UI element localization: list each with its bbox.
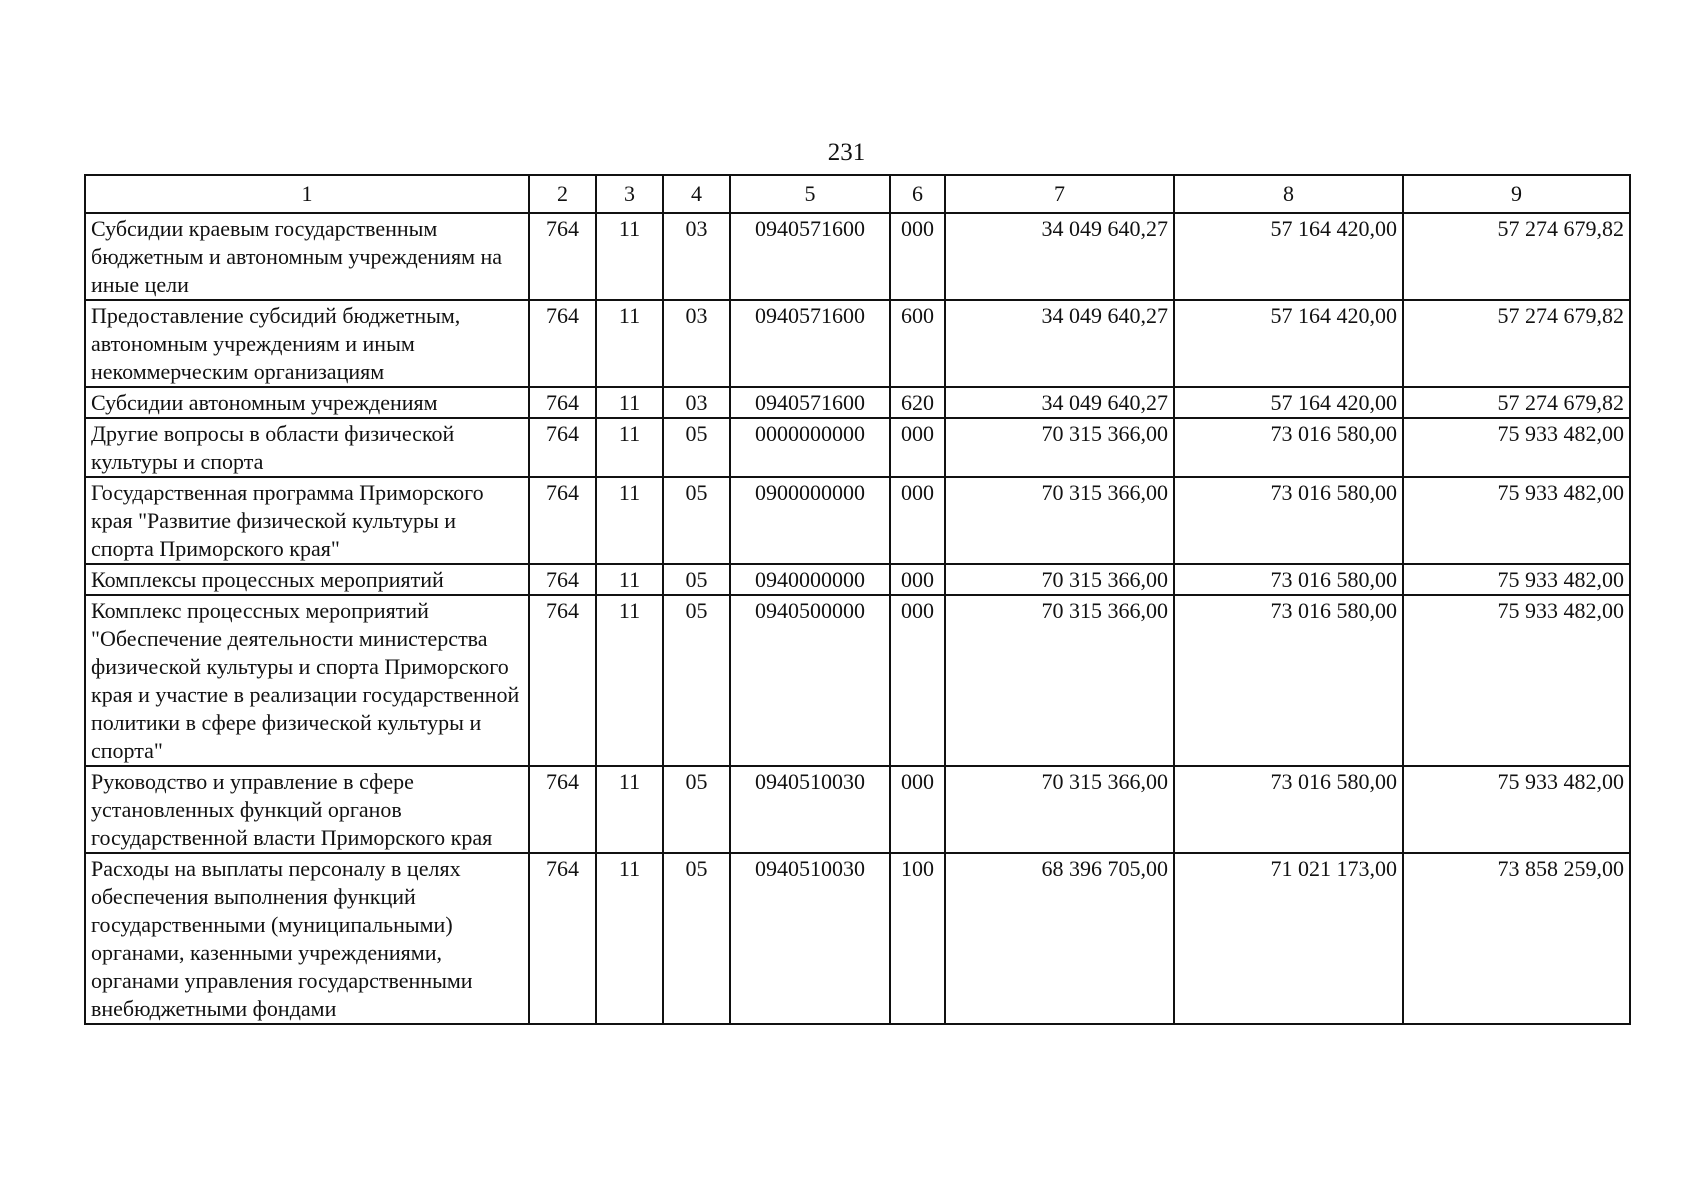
table-row: [85, 418, 1630, 477]
expense-type-code: 000: [890, 477, 945, 564]
column-header: 4: [663, 175, 730, 213]
expense-type-code: 000: [890, 418, 945, 477]
row-name: Предоставление субсидий бюджетным, автономным учреждениям и иным некоммерческим организациям: [85, 300, 529, 387]
row-name: Государственная программа Приморского края "Развитие физической культуры и спорта Приморского края": [85, 477, 529, 564]
amount-col9: 57 274 679,82: [1403, 300, 1630, 387]
target-article-code: 0940571600: [730, 213, 890, 300]
subsection-code: 05: [663, 564, 730, 595]
expense-type-code: 000: [890, 564, 945, 595]
amount-col7: 34 049 640,27: [945, 300, 1174, 387]
expense-type-code: 620: [890, 387, 945, 418]
amount-col9: 75 933 482,00: [1403, 477, 1630, 564]
amount-col9: 57 274 679,82: [1403, 387, 1630, 418]
column-header: 5: [730, 175, 890, 213]
amount-col7: 34 049 640,27: [945, 213, 1174, 300]
amount-col9: 75 933 482,00: [1403, 418, 1630, 477]
subsection-code: 05: [663, 595, 730, 766]
section-code: 11: [596, 300, 663, 387]
chapter-code: 764: [529, 387, 596, 418]
chapter-code: 764: [529, 477, 596, 564]
column-header: 8: [1174, 175, 1403, 213]
table-row: [85, 595, 1630, 766]
table-row: [85, 564, 1630, 595]
subsection-code: 03: [663, 300, 730, 387]
chapter-code: 764: [529, 766, 596, 853]
subsection-code: 03: [663, 387, 730, 418]
section-code: 11: [596, 387, 663, 418]
amount-col8: 71 021 173,00: [1174, 853, 1403, 1024]
amount-col8: 57 164 420,00: [1174, 213, 1403, 300]
chapter-code: 764: [529, 300, 596, 387]
target-article-code: 0940510030: [730, 853, 890, 1024]
target-article-code: 0940571600: [730, 387, 890, 418]
amount-col9: 75 933 482,00: [1403, 564, 1630, 595]
amount-col9: 75 933 482,00: [1403, 595, 1630, 766]
target-article-code: 0000000000: [730, 418, 890, 477]
section-code: 11: [596, 213, 663, 300]
chapter-code: 764: [529, 213, 596, 300]
target-article-code: 0940510030: [730, 766, 890, 853]
target-article-code: 0940500000: [730, 595, 890, 766]
row-name: Субсидии краевым государственным бюджетным и автономным учреждениям на иные цели: [85, 213, 529, 300]
amount-col7: 34 049 640,27: [945, 387, 1174, 418]
table-row: [85, 766, 1630, 853]
amount-col8: 73 016 580,00: [1174, 595, 1403, 766]
budget-table: [84, 174, 1631, 1025]
subsection-code: 05: [663, 418, 730, 477]
target-article-code: 0940571600: [730, 300, 890, 387]
row-name: Руководство и управление в сфере установленных функций органов государственной власти Приморского края: [85, 766, 529, 853]
chapter-code: 764: [529, 418, 596, 477]
amount-col7: 70 315 366,00: [945, 477, 1174, 564]
expense-type-code: 100: [890, 853, 945, 1024]
amount-col8: 57 164 420,00: [1174, 300, 1403, 387]
amount-col8: 73 016 580,00: [1174, 564, 1403, 595]
subsection-code: 05: [663, 477, 730, 564]
amount-col9: 57 274 679,82: [1403, 213, 1630, 300]
expense-type-code: 600: [890, 300, 945, 387]
target-article-code: 0900000000: [730, 477, 890, 564]
column-header: 6: [890, 175, 945, 213]
amount-col8: 57 164 420,00: [1174, 387, 1403, 418]
column-header: 1: [85, 175, 529, 213]
amount-col8: 73 016 580,00: [1174, 418, 1403, 477]
subsection-code: 03: [663, 213, 730, 300]
subsection-code: 05: [663, 853, 730, 1024]
chapter-code: 764: [529, 564, 596, 595]
section-code: 11: [596, 853, 663, 1024]
column-header: 7: [945, 175, 1174, 213]
amount-col7: 70 315 366,00: [945, 564, 1174, 595]
section-code: 11: [596, 418, 663, 477]
section-code: 11: [596, 564, 663, 595]
column-header: 3: [596, 175, 663, 213]
row-name: Расходы на выплаты персоналу в целях обеспечения выполнения функций государственными (муниципальными) органами, казенными учреждениями, органами управления государственными внебюджетными фондами: [85, 853, 529, 1024]
row-name: Субсидии автономным учреждениям: [85, 387, 529, 418]
row-name: Комплекс процессных мероприятий "Обеспечение деятельности министерства физической культуры и спорта Приморского края и участие в реализации государственной политики в сфере физической культуры и спорта": [85, 595, 529, 766]
section-code: 11: [596, 766, 663, 853]
amount-col9: 73 858 259,00: [1403, 853, 1630, 1024]
table-row: [85, 477, 1630, 564]
expense-type-code: 000: [890, 766, 945, 853]
amount-col8: 73 016 580,00: [1174, 477, 1403, 564]
column-header: 2: [529, 175, 596, 213]
expense-type-code: 000: [890, 595, 945, 766]
chapter-code: 764: [529, 853, 596, 1024]
column-header: 9: [1403, 175, 1630, 213]
row-name: Комплексы процессных мероприятий: [85, 564, 529, 595]
chapter-code: 764: [529, 595, 596, 766]
table-row: [85, 300, 1630, 387]
amount-col8: 73 016 580,00: [1174, 766, 1403, 853]
amount-col7: 68 396 705,00: [945, 853, 1174, 1024]
amount-col7: 70 315 366,00: [945, 418, 1174, 477]
section-code: 11: [596, 477, 663, 564]
section-code: 11: [596, 595, 663, 766]
subsection-code: 05: [663, 766, 730, 853]
expense-type-code: 000: [890, 213, 945, 300]
table-row: [85, 387, 1630, 418]
page-number: 231: [827, 139, 866, 166]
row-name: Другие вопросы в области физической культуры и спорта: [85, 418, 529, 477]
target-article-code: 0940000000: [730, 564, 890, 595]
table-row: [85, 853, 1630, 1024]
table-header-row: [85, 175, 1630, 213]
table-row: [85, 213, 1630, 300]
amount-col9: 75 933 482,00: [1403, 766, 1630, 853]
amount-col7: 70 315 366,00: [945, 595, 1174, 766]
amount-col7: 70 315 366,00: [945, 766, 1174, 853]
